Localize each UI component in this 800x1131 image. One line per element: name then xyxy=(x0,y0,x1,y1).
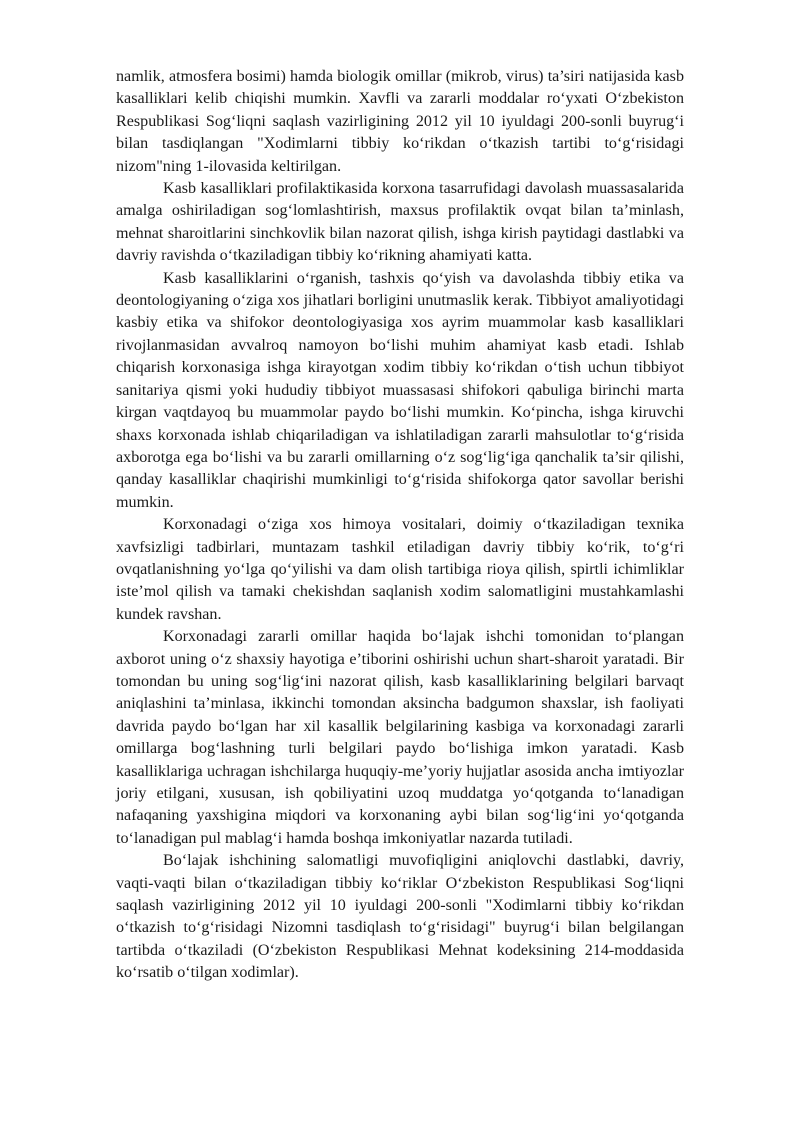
paragraph-medical-examinations: Bo‘lajak ishchining salomatligi muvofiqligini aniqlovchi dastlabki, davriy, vaqti-vaqti bilan o‘tkaziladigan tibbiy ko‘riklar O‘zbekiston Respublikasi Sog‘liqni saqlash vazirligining 2012 yil 10 iyuldagi 200-sonli "Xodimlarni tibbiy ko‘rikdan o‘tkazish to‘g‘risidagi Nizomni tasdiqlash to‘g‘risidagi" buyrug‘i bilan belgilangan tartibda o‘tkaziladi (O‘zbekiston Respublikasi Mehnat kodeksining 214-moddasida ko‘rsatib o‘tilgan xodimlar). xyxy=(116,852,684,982)
paragraph-continuation: namlik, atmosfera bosimi) hamda biologik omillar (mikrob, virus) ta’siri natijasida kasb kasalliklari kelib chiqishi mumkin. Xavfli va zararli moddalar ro‘yxati O‘zbekiston Respublikasi Sog‘liqni saqlash vazirligining 2012 yil 10 iyuldagi 200-sonli buyrug‘i bilan tasdiqlangan "Xodimlarni tibbiy ko‘rikdan o‘tkazish tartibi to‘g‘risidagi nizom"ning 1-ilovasida keltirilgan. xyxy=(116,68,684,175)
document-page xyxy=(116,66,684,985)
paragraph-protective-measures: Korxonadagi o‘ziga xos himoya vositalari, doimiy o‘tkaziladigan texnika xavfsizligi tadbirlari, muntazam tashkil etiladigan davriy tibbiy ko‘rik, to‘g‘ri ovqatlanishning yo‘lga qo‘yilishi va dam olish tartibiga rioya qilish, spirtli ichimliklar iste’mol qilish va tamaki chekishdan saqlanish xodim salomatligini mustahkamlashi kundek ravshan. xyxy=(116,516,684,623)
paragraph-prophylaxis: Kasb kasalliklari profilaktikasida korxona tasarrufidagi davolash muassasalarida amalga oshiriladigan sog‘lomlashtirish, maxsus profilaktik ovqat bilan ta’minlash, mehnat sharoitlarini sinchkovlik bilan nazorat qilish, ishga kirish paytidagi dastlabki va davriy ravishda o‘tkaziladigan tibbiy ko‘rikning ahamiyati katta. xyxy=(116,180,684,265)
paragraph-medical-ethics: Kasb kasalliklarini o‘rganish, tashxis qo‘yish va davolashda tibbiy etika va deontologiyaning o‘ziga xos jihatlari borligini unutmaslik kerak. Tibbiyot amaliyotidagi kasbiy etika va shifokor deontologiyasiga xos ayrim muammolar kasb kasalliklari rivojlanmasidan avvalroq namoyon bo‘lishi muhim ahamiyat kasb etadi. Ishlab chiqarish korxonasiga ishga kirayotgan xodim tibbiy ko‘rikdan o‘tish uchun tibbiyot sanitariya qismi yoki hududiy tibbiyot muassasasi shifokori qabuliga birinchi marta kirgan vaqtdayoq bu muammolar paydo bo‘lishi mumkin. Ko‘pincha, ishga kiruvchi shaxs korxonada ishlab chiqariladigan va ishlatiladigan zararli mahsulotlar to‘g‘risida axborotga ega bo‘lishi va bu zararli omillarning o‘z sog‘lig‘iga qanchalik ta’sir qilishi, qanday kasalliklar chaqirishi mumkinligi to‘g‘risida shifokorga qator savollar berishi mumkin. xyxy=(116,269,684,511)
paragraph-harmful-factors: Korxonadagi zararli omillar haqida bo‘lajak ishchi tomonidan to‘plangan axborot uning o‘z shaxsiy hayotiga e’tiborini oshirishi uchun shart-sharoit yaratadi. Bir tomondan bu uning sog‘lig‘ini nazorat qilish, kasb kasalliklarining belgilari barvaqt aniqlashini ta’minlasa, ikkinchi tomondan aksincha badgumon shaxslar, ish faoliyati davrida paydo bo‘lgan har xil kasallik belgilarining kasbiga va korxonadagi zararli omillarga bog‘lashning turli belgilari paydo bo‘lishiga imkon yaratadi. Kasb kasalliklariga uchragan ishchilarga huquqiy-me’yoriy hujjatlar asosida ancha imtiyozlar joriy etilgani, xususan, ish qobiliyatini uzoq muddatga yo‘qotganda to‘lanadigan nafaqaning yaxshigina miqdori va korxonaning aybi bilan sog‘lig‘ini yo‘qotganda to‘lanadigan pul mablag‘i hamda boshqa imkoniyatlar nazarda tutiladi. xyxy=(116,628,684,847)
